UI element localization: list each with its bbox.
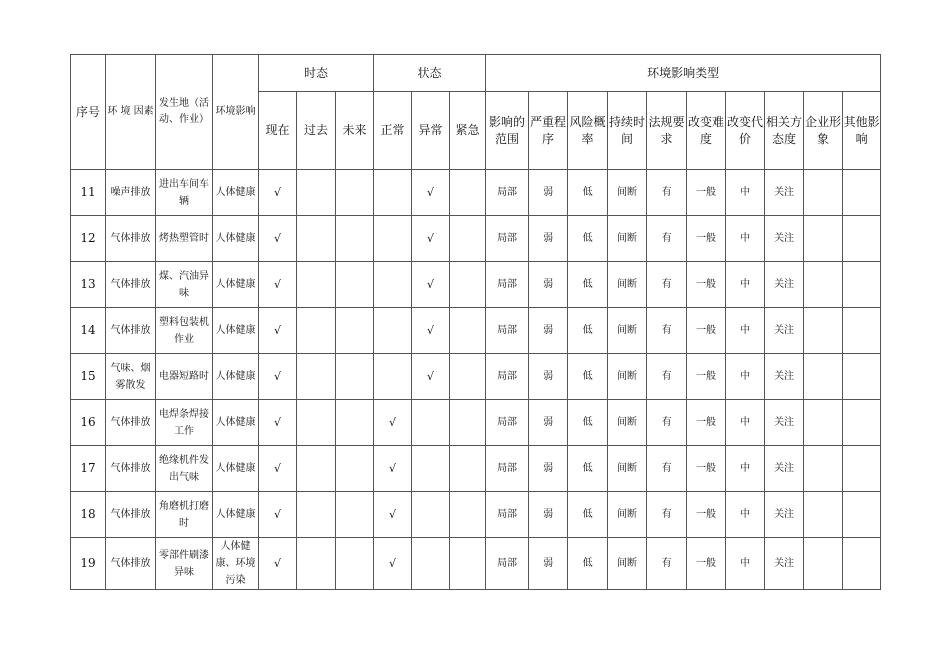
cell-impact: 人体健康: [213, 492, 259, 538]
cell-tense-past: [297, 216, 336, 262]
cell-tense-past: [297, 492, 336, 538]
cell-risk: 低: [568, 400, 608, 446]
cell-law: 有: [647, 308, 687, 354]
cell-change-cost: 中: [726, 170, 765, 216]
cell-other: [843, 354, 881, 400]
cell-tense-future: [336, 492, 374, 538]
cell-factor: 气体排放: [106, 538, 156, 590]
cell-stakeholder: 关注: [765, 446, 804, 492]
cell-duration: 间断: [608, 446, 647, 492]
cell-law: 有: [647, 492, 687, 538]
cell-image: [804, 400, 843, 446]
cell-stakeholder: 关注: [765, 400, 804, 446]
cell-state-abnormal: [412, 400, 450, 446]
cell-state-normal: [374, 308, 412, 354]
cell-factor: 气体排放: [106, 492, 156, 538]
table-row: [71, 492, 881, 538]
header-impact: 环境影响: [213, 55, 259, 170]
cell-location: 角磨机打磨时: [156, 492, 213, 538]
cell-stakeholder: 关注: [765, 492, 804, 538]
cell-impact: 人体健康: [213, 354, 259, 400]
cell-impact: 人体健康: [213, 216, 259, 262]
cell-tense-now: √: [259, 446, 297, 492]
table-row: [71, 446, 881, 492]
cell-change-cost: 中: [726, 538, 765, 590]
cell-other: [843, 446, 881, 492]
cell-duration: 间断: [608, 354, 647, 400]
header-location: 发生地（活动、作业）: [156, 55, 213, 170]
cell-state-emergency: [450, 262, 486, 308]
cell-tense-past: [297, 446, 336, 492]
header-tense-group: 时态: [259, 55, 374, 92]
header-change-difficulty: 改变难度: [687, 92, 726, 170]
cell-factor: 气体排放: [106, 216, 156, 262]
cell-state-abnormal: √: [412, 308, 450, 354]
cell-location: 塑料包装机作业: [156, 308, 213, 354]
cell-duration: 间断: [608, 308, 647, 354]
cell-scope: 局部: [486, 354, 529, 400]
cell-law: 有: [647, 170, 687, 216]
cell-scope: 局部: [486, 492, 529, 538]
cell-change-cost: 中: [726, 308, 765, 354]
cell-impact: 人体健康: [213, 446, 259, 492]
cell-factor: 气味、烟雾散发: [106, 354, 156, 400]
cell-tense-past: [297, 400, 336, 446]
cell-tense-future: [336, 170, 374, 216]
cell-tense-now: √: [259, 170, 297, 216]
cell-duration: 间断: [608, 216, 647, 262]
cell-tense-future: [336, 538, 374, 590]
cell-tense-now: √: [259, 354, 297, 400]
cell-state-normal: [374, 170, 412, 216]
cell-image: [804, 262, 843, 308]
cell-law: 有: [647, 262, 687, 308]
cell-other: [843, 538, 881, 590]
cell-tense-now: √: [259, 492, 297, 538]
cell-stakeholder: 关注: [765, 170, 804, 216]
cell-scope: 局部: [486, 538, 529, 590]
cell-state-normal: [374, 216, 412, 262]
cell-seq: 14: [71, 308, 106, 354]
cell-location: 电焊条焊接工作: [156, 400, 213, 446]
cell-factor: 噪声排放: [106, 170, 156, 216]
cell-other: [843, 492, 881, 538]
cell-risk: 低: [568, 538, 608, 590]
header-state-emergency: 紧急: [450, 92, 486, 170]
cell-change-cost: 中: [726, 354, 765, 400]
header-other: 其他影响: [843, 92, 881, 170]
cell-state-normal: √: [374, 492, 412, 538]
cell-severity: 弱: [529, 400, 568, 446]
cell-seq: 17: [71, 446, 106, 492]
cell-location: 进出车间车辆: [156, 170, 213, 216]
cell-state-abnormal: √: [412, 354, 450, 400]
cell-state-emergency: [450, 308, 486, 354]
cell-state-abnormal: [412, 446, 450, 492]
cell-tense-past: [297, 170, 336, 216]
cell-change-difficulty: 一般: [687, 446, 726, 492]
cell-state-normal: √: [374, 446, 412, 492]
table-row: [71, 308, 881, 354]
table-row: [71, 400, 881, 446]
cell-stakeholder: 关注: [765, 262, 804, 308]
cell-image: [804, 308, 843, 354]
cell-scope: 局部: [486, 170, 529, 216]
cell-state-normal: √: [374, 538, 412, 590]
environmental-factor-sheet: [70, 54, 881, 590]
cell-state-emergency: [450, 538, 486, 590]
header-row-1: [71, 55, 881, 92]
header-tense-now: 现在: [259, 92, 297, 170]
cell-severity: 弱: [529, 308, 568, 354]
cell-change-difficulty: 一般: [687, 538, 726, 590]
cell-risk: 低: [568, 308, 608, 354]
header-tense-future: 未来: [336, 92, 374, 170]
cell-location: 烤热塑管时: [156, 216, 213, 262]
cell-state-emergency: [450, 492, 486, 538]
cell-impact: 人体健康: [213, 308, 259, 354]
cell-severity: 弱: [529, 216, 568, 262]
header-state-abnormal: 异常: [412, 92, 450, 170]
cell-severity: 弱: [529, 492, 568, 538]
cell-impact: 人体健康: [213, 170, 259, 216]
cell-tense-past: [297, 308, 336, 354]
cell-change-cost: 中: [726, 262, 765, 308]
cell-risk: 低: [568, 170, 608, 216]
cell-tense-past: [297, 538, 336, 590]
cell-other: [843, 400, 881, 446]
header-severity: 严重程序: [529, 92, 568, 170]
cell-tense-future: [336, 308, 374, 354]
cell-tense-past: [297, 262, 336, 308]
cell-tense-past: [297, 354, 336, 400]
cell-scope: 局部: [486, 308, 529, 354]
cell-tense-future: [336, 216, 374, 262]
cell-state-abnormal: √: [412, 170, 450, 216]
cell-duration: 间断: [608, 170, 647, 216]
cell-state-emergency: [450, 216, 486, 262]
cell-change-cost: 中: [726, 400, 765, 446]
cell-tense-future: [336, 262, 374, 308]
cell-state-normal: √: [374, 400, 412, 446]
cell-factor: 气体排放: [106, 262, 156, 308]
cell-impact: 人体健康: [213, 262, 259, 308]
cell-scope: 局部: [486, 262, 529, 308]
cell-law: 有: [647, 354, 687, 400]
table-row: [71, 354, 881, 400]
cell-state-normal: [374, 354, 412, 400]
cell-severity: 弱: [529, 538, 568, 590]
cell-change-difficulty: 一般: [687, 170, 726, 216]
cell-seq: 19: [71, 538, 106, 590]
cell-state-normal: [374, 262, 412, 308]
cell-state-abnormal: [412, 492, 450, 538]
cell-factor: 气体排放: [106, 446, 156, 492]
cell-change-cost: 中: [726, 216, 765, 262]
cell-factor: 气体排放: [106, 308, 156, 354]
table-row: [71, 216, 881, 262]
cell-seq: 16: [71, 400, 106, 446]
cell-change-difficulty: 一般: [687, 262, 726, 308]
header-scope: 影响的范围: [486, 92, 529, 170]
cell-severity: 弱: [529, 354, 568, 400]
header-state-group: 状态: [374, 55, 486, 92]
header-image: 企业形象: [804, 92, 843, 170]
cell-image: [804, 170, 843, 216]
cell-location: 零部件刷漆异味: [156, 538, 213, 590]
cell-seq: 12: [71, 216, 106, 262]
cell-other: [843, 216, 881, 262]
cell-state-emergency: [450, 354, 486, 400]
cell-tense-now: √: [259, 538, 297, 590]
cell-law: 有: [647, 216, 687, 262]
cell-change-difficulty: 一般: [687, 308, 726, 354]
cell-location: 电器短路时: [156, 354, 213, 400]
cell-duration: 间断: [608, 400, 647, 446]
cell-tense-now: √: [259, 262, 297, 308]
table-row: [71, 170, 881, 216]
cell-change-difficulty: 一般: [687, 492, 726, 538]
cell-location: 煤、汽油异味: [156, 262, 213, 308]
cell-seq: 15: [71, 354, 106, 400]
header-seq: 序号: [71, 55, 106, 170]
cell-image: [804, 538, 843, 590]
cell-state-emergency: [450, 446, 486, 492]
header-state-normal: 正常: [374, 92, 412, 170]
cell-impact: 人体健康、环境污染: [213, 538, 259, 590]
cell-stakeholder: 关注: [765, 308, 804, 354]
cell-tense-now: √: [259, 308, 297, 354]
cell-state-abnormal: √: [412, 262, 450, 308]
header-tense-past: 过去: [297, 92, 336, 170]
cell-tense-future: [336, 354, 374, 400]
cell-law: 有: [647, 538, 687, 590]
cell-image: [804, 354, 843, 400]
header-impact-type-group: 环境影响类型: [486, 55, 881, 92]
cell-image: [804, 446, 843, 492]
cell-stakeholder: 关注: [765, 538, 804, 590]
header-law: 法规要求: [647, 92, 687, 170]
cell-other: [843, 170, 881, 216]
cell-law: 有: [647, 400, 687, 446]
cell-scope: 局部: [486, 216, 529, 262]
header-duration: 持续时间: [608, 92, 647, 170]
cell-severity: 弱: [529, 446, 568, 492]
cell-tense-now: √: [259, 400, 297, 446]
cell-state-emergency: [450, 400, 486, 446]
cell-change-cost: 中: [726, 492, 765, 538]
cell-change-difficulty: 一般: [687, 354, 726, 400]
header-stakeholder: 相关方态度: [765, 92, 804, 170]
cell-other: [843, 262, 881, 308]
cell-tense-future: [336, 400, 374, 446]
cell-state-abnormal: [412, 538, 450, 590]
cell-image: [804, 492, 843, 538]
cell-stakeholder: 关注: [765, 354, 804, 400]
cell-state-abnormal: √: [412, 216, 450, 262]
cell-change-cost: 中: [726, 446, 765, 492]
cell-seq: 18: [71, 492, 106, 538]
cell-stakeholder: 关注: [765, 216, 804, 262]
cell-risk: 低: [568, 262, 608, 308]
cell-seq: 13: [71, 262, 106, 308]
header-factor: 环 境 因素: [106, 55, 156, 170]
cell-location: 绝缘机件发出气味: [156, 446, 213, 492]
cell-duration: 间断: [608, 492, 647, 538]
table-body: [71, 170, 881, 590]
cell-change-difficulty: 一般: [687, 400, 726, 446]
cell-severity: 弱: [529, 170, 568, 216]
cell-impact: 人体健康: [213, 400, 259, 446]
cell-scope: 局部: [486, 400, 529, 446]
cell-risk: 低: [568, 354, 608, 400]
header-change-cost: 改变代价: [726, 92, 765, 170]
cell-tense-now: √: [259, 216, 297, 262]
cell-image: [804, 216, 843, 262]
cell-risk: 低: [568, 216, 608, 262]
cell-duration: 间断: [608, 538, 647, 590]
header-risk: 风险概率: [568, 92, 608, 170]
cell-scope: 局部: [486, 446, 529, 492]
cell-law: 有: [647, 446, 687, 492]
cell-tense-future: [336, 446, 374, 492]
cell-seq: 11: [71, 170, 106, 216]
cell-duration: 间断: [608, 262, 647, 308]
cell-state-emergency: [450, 170, 486, 216]
cell-change-difficulty: 一般: [687, 216, 726, 262]
cell-factor: 气体排放: [106, 400, 156, 446]
cell-other: [843, 308, 881, 354]
cell-risk: 低: [568, 446, 608, 492]
environmental-factor-table: [70, 54, 881, 590]
cell-risk: 低: [568, 492, 608, 538]
table-row: [71, 262, 881, 308]
table-row: [71, 538, 881, 590]
cell-severity: 弱: [529, 262, 568, 308]
